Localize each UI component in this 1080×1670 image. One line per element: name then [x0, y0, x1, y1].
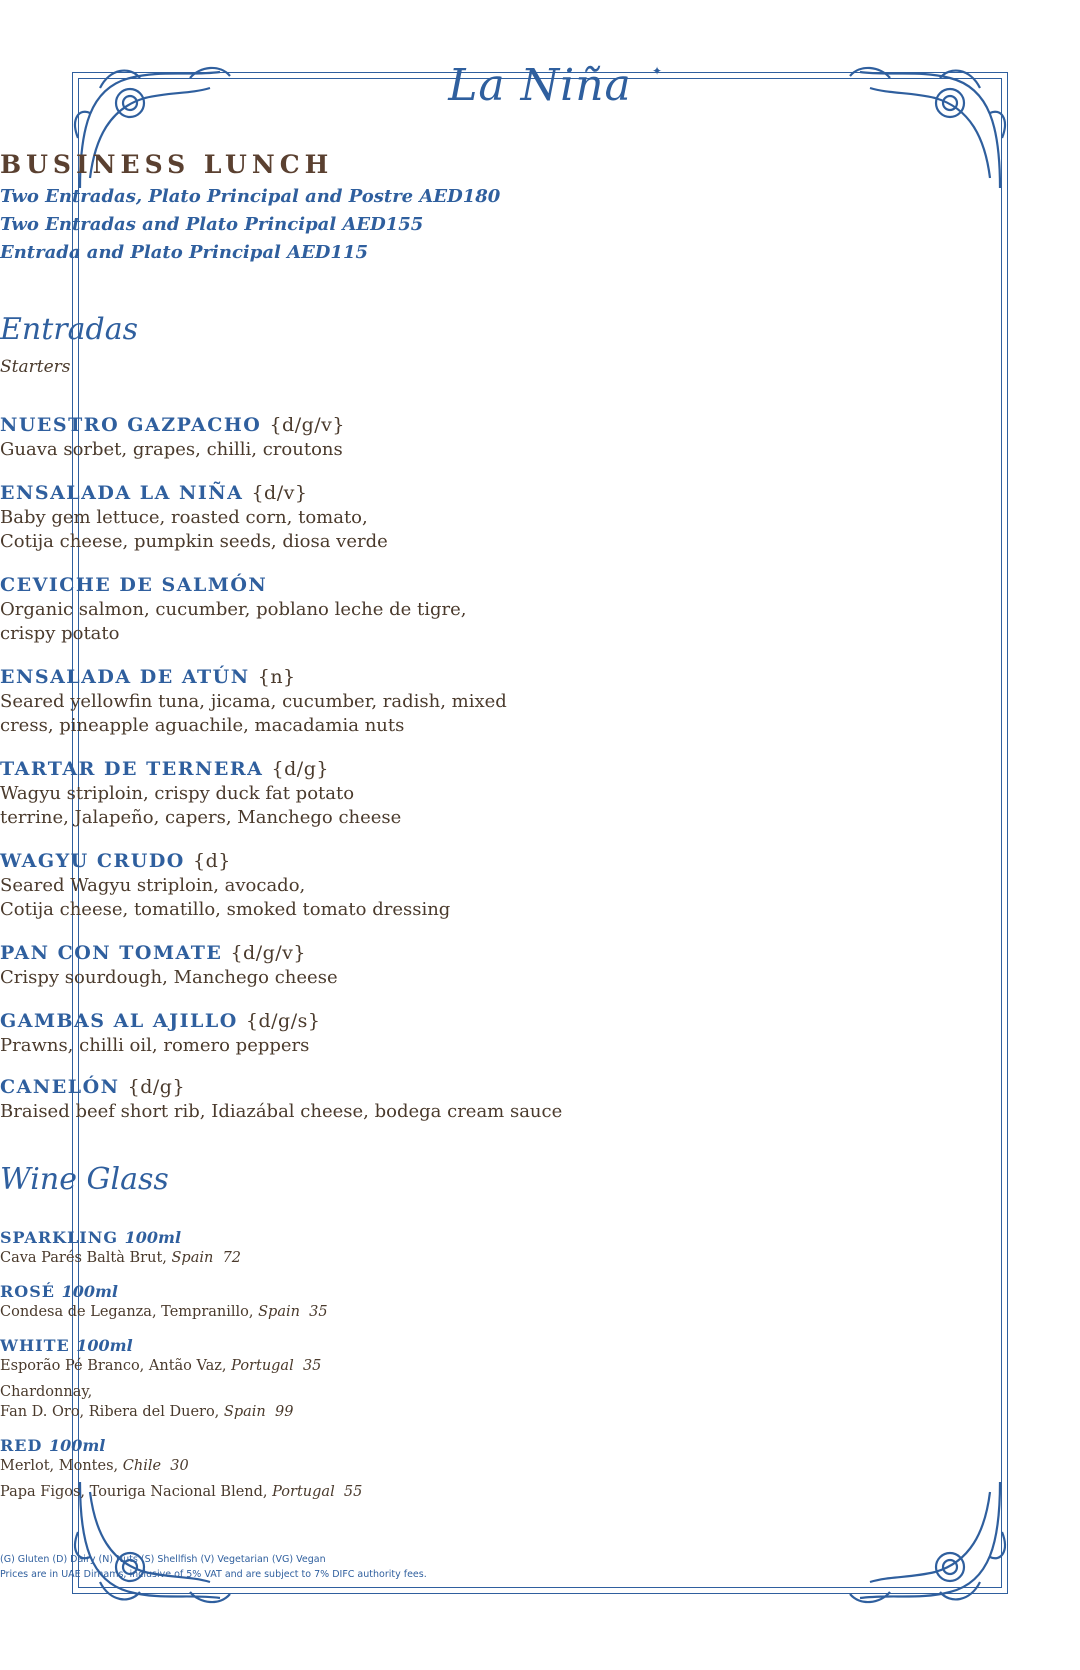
- wine-name: Papa Figos, Touriga Nacional Blend,: [0, 1484, 268, 1500]
- dish-name: WAGYU CRUDO: [0, 850, 185, 872]
- offer-text: Entrada and Plato Principal: [0, 242, 281, 263]
- wine-volume: 100ml: [76, 1336, 133, 1355]
- dish-tags: {d/g/v}: [269, 414, 346, 436]
- wine-line: [0, 1302, 1080, 1322]
- dish-name: ENSALADA LA NIÑA: [0, 482, 244, 504]
- dish-description: Seared yellowfin tuna, jicama, cucumber, radish, mixed: [0, 691, 507, 712]
- dish-description: Prawns, chilli oil, romero peppers: [0, 1035, 310, 1056]
- logo-bird-icon: ✦: [652, 64, 663, 78]
- dish-name: GAMBAS AL AJILLO: [0, 1010, 238, 1032]
- dish-item: [0, 940, 1080, 990]
- wine-type: RED: [0, 1436, 43, 1455]
- dish-item: [0, 480, 1080, 554]
- offer-price: AED115: [287, 242, 368, 263]
- wine-line: Chardonnay,: [0, 1384, 93, 1400]
- wine-origin: Portugal: [231, 1358, 294, 1374]
- wine-price: 35: [302, 1358, 322, 1374]
- wine-type: SPARKLING: [0, 1228, 119, 1247]
- wine-origin: Spain: [258, 1304, 300, 1320]
- offer-line: [0, 214, 1080, 235]
- wine-heading: Wine Glass: [0, 1162, 169, 1197]
- dish-item: [0, 1008, 1080, 1058]
- dish-tags: {d/v}: [251, 482, 308, 504]
- dish-description: terrine, Jalapeño, capers, Manchego cheese: [0, 807, 402, 828]
- wine-line: [0, 1248, 1080, 1268]
- dish-description: cress, pineapple aguachile, macadamia nuts: [0, 715, 405, 736]
- wine-line: [0, 1402, 1080, 1422]
- offer-price: AED155: [342, 214, 424, 235]
- offer-text: Two Entradas and Plato Principal: [0, 214, 337, 235]
- wine-group: [0, 1436, 1080, 1502]
- dish-description: Organic salmon, cucumber, poblano leche de tigre,: [0, 599, 467, 620]
- wine-name: Fan D. Oro, Ribera del Duero,: [0, 1404, 220, 1420]
- dish-tags: {d/g/s}: [245, 1010, 321, 1032]
- dish-tags: {d/g}: [127, 1076, 186, 1098]
- dish-tags: {d}: [192, 850, 231, 872]
- wine-origin: Spain: [171, 1250, 214, 1266]
- wine-price: 72: [222, 1250, 242, 1266]
- dish-tags: {d/g/v}: [230, 942, 306, 964]
- wine-type: ROSÉ: [0, 1282, 55, 1301]
- dish-item: [0, 572, 1080, 646]
- wine-volume: 100ml: [61, 1282, 118, 1301]
- wine-group: [0, 1336, 1080, 1422]
- wine-group: [0, 1228, 1080, 1268]
- dish-item: [0, 756, 1080, 830]
- dish-description: Seared Wagyu striploin, avocado,: [0, 875, 306, 896]
- dish-tags: {d/g}: [271, 758, 329, 780]
- wine-name: Esporão Pé Branco, Antão Vaz,: [0, 1358, 227, 1374]
- dish-description: Braised beef short rib, Idiazábal cheese, bodega cream sauce: [0, 1101, 563, 1122]
- dish-name: ENSALADA DE ATÚN: [0, 666, 250, 688]
- wine-price: 99: [274, 1404, 294, 1420]
- dish-tags: {n}: [257, 666, 296, 688]
- wine-type: WHITE: [0, 1336, 70, 1355]
- wine-price: 30: [170, 1458, 189, 1474]
- dish-description: Guava sorbet, grapes, chilli, croutons: [0, 439, 343, 460]
- dish-name: CANELÓN: [0, 1076, 120, 1098]
- wine-origin: Chile: [122, 1458, 162, 1474]
- offer-text: Two Entradas, Plato Principal and Postre: [0, 186, 414, 207]
- dish-name: TARTAR DE TERNERA: [0, 758, 264, 780]
- starters-subheading: Starters: [0, 357, 71, 377]
- dish-name: CEVICHE DE SALMÓN: [0, 574, 268, 596]
- offer-line: [0, 242, 1080, 263]
- dish-description: Baby gem lettuce, roasted corn, tomato,: [0, 507, 368, 528]
- allergen-legend: (G) Gluten (D) Dairy (N) Nuts (S) Shellfish (V) Vegetarian (VG) Vegan: [0, 1554, 326, 1565]
- dish-item: [0, 664, 1080, 738]
- dish-item: [0, 848, 1080, 922]
- wine-volume: 100ml: [124, 1228, 182, 1247]
- wine-name: Cava Parés Baltà Brut,: [0, 1250, 167, 1266]
- page-title: BUSINESS LUNCH: [0, 150, 334, 179]
- wine-price: 55: [343, 1484, 363, 1500]
- restaurant-logo: La Niña: [448, 60, 632, 111]
- dish-item: [0, 412, 1080, 462]
- dish-description: Cotija cheese, tomatillo, smoked tomato dressing: [0, 899, 451, 920]
- dish-description: Cotija cheese, pumpkin seeds, diosa verde: [0, 531, 388, 552]
- offer-line: [0, 186, 1080, 207]
- wine-origin: Spain: [223, 1404, 266, 1420]
- wine-price: 35: [309, 1304, 328, 1320]
- starters-heading: Entradas: [0, 312, 138, 347]
- allergen-footer: [0, 1552, 1080, 1582]
- dish-name: PAN CON TOMATE: [0, 942, 223, 964]
- wine-name: Condesa de Leganza, Tempranillo,: [0, 1304, 254, 1320]
- dish-description: Wagyu striploin, crispy duck fat potato: [0, 783, 355, 804]
- wine-name: Merlot, Montes,: [0, 1458, 119, 1474]
- offer-price: AED180: [419, 186, 501, 207]
- wine-line: [0, 1482, 1080, 1502]
- wine-volume: 100ml: [48, 1436, 106, 1455]
- dish-item: [0, 1074, 1080, 1124]
- dish-name: NUESTRO GAZPACHO: [0, 414, 262, 436]
- wine-line: [0, 1356, 1080, 1376]
- dish-description: crispy potato: [0, 623, 120, 644]
- dish-description: Crispy sourdough, Manchego cheese: [0, 967, 338, 988]
- pricing-note: Prices are in UAE Dirhams, inclusive of 5% VAT and are subject to 7% DIFC authority fees.: [0, 1569, 427, 1580]
- wine-origin: Portugal: [272, 1484, 335, 1500]
- wine-group: [0, 1282, 1080, 1322]
- wine-line: [0, 1456, 1080, 1476]
